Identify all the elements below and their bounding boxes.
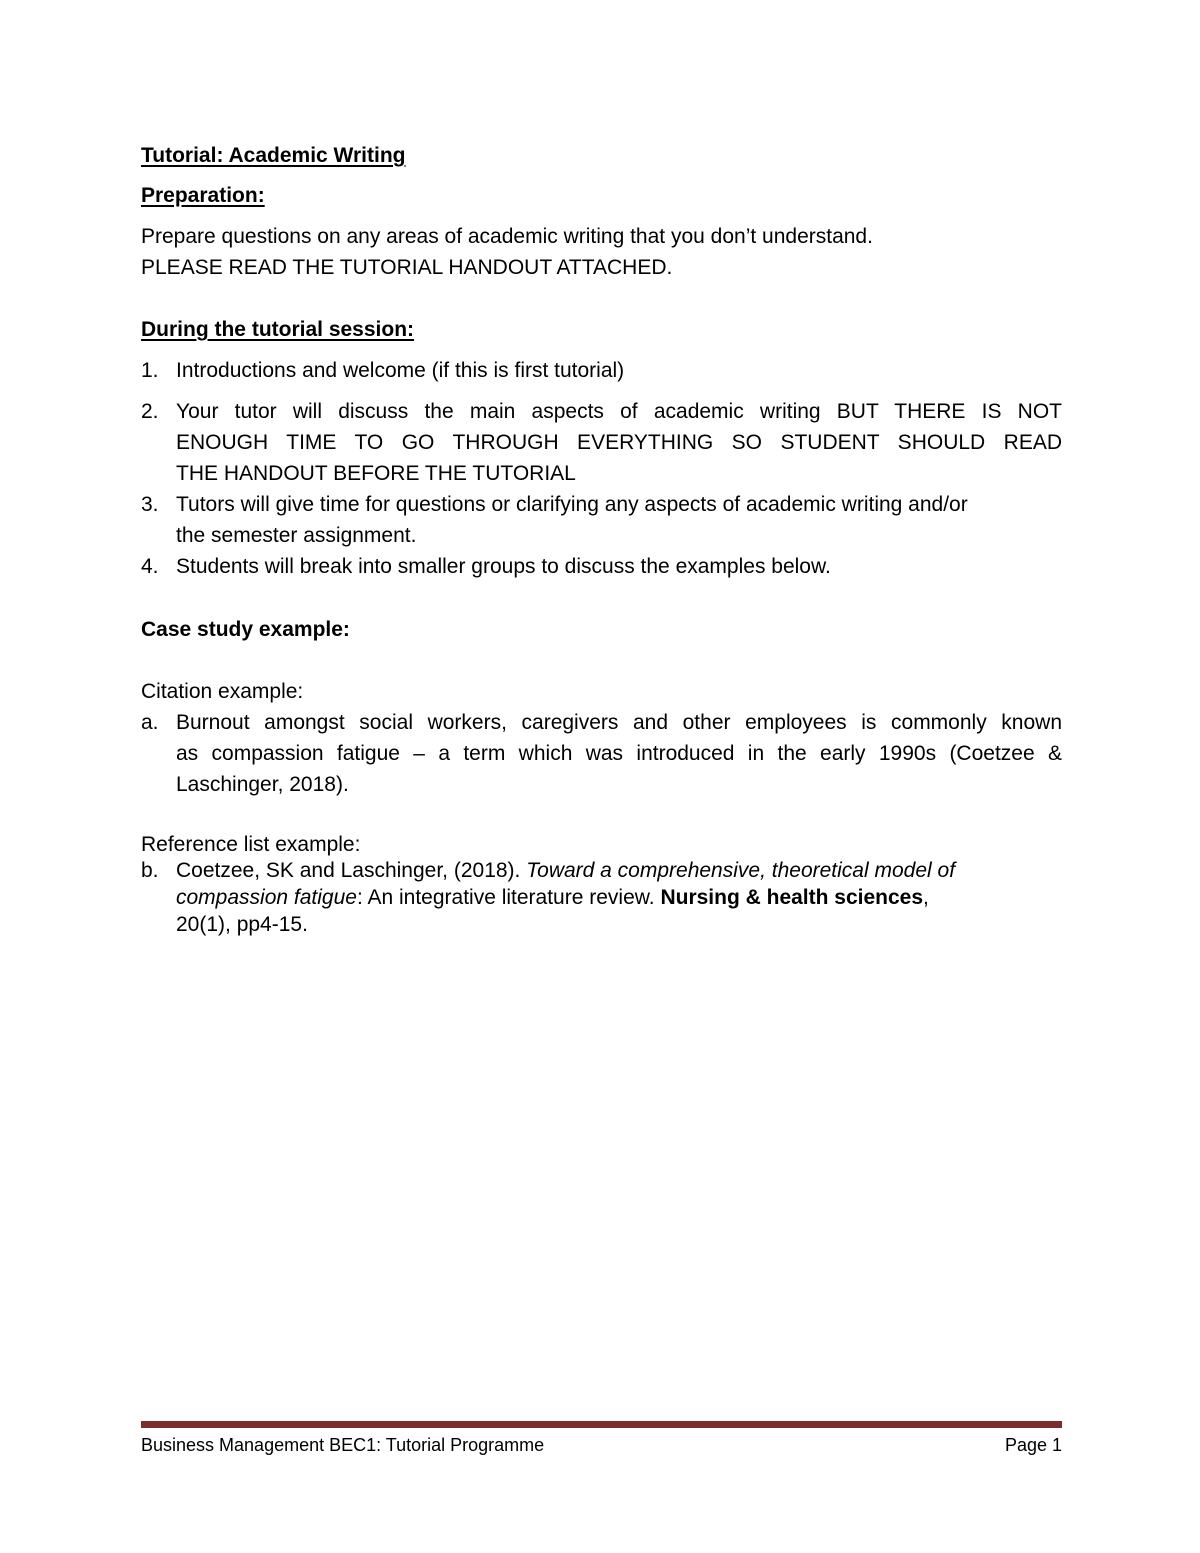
list-item-line: Students will break into smaller groups to discuss the examples below.: [176, 555, 831, 578]
list-item-line: the semester assignment.: [176, 524, 417, 547]
footer-divider: [141, 1421, 1062, 1428]
list-number: 4.: [141, 555, 159, 578]
list-item-line: ENOUGH TIME TO GO THROUGH EVERYTHING SO STUDENT SHOULD READ: [176, 431, 1062, 454]
citation-line: as compassion fatigue – a term which was introduced in the early 1990s (Coetzee &: [176, 742, 1062, 765]
list-item-text: [176, 489, 1062, 551]
list-item-line: Introductions and welcome (if this is first tutorial): [176, 359, 625, 382]
document-page: [141, 0, 1062, 1553]
list-letter: a.: [141, 711, 159, 734]
reference-title-italic: Toward a comprehensive, theoretical model of: [526, 859, 956, 882]
preparation-heading: Preparation:: [141, 184, 265, 207]
citation-label: Citation example:: [141, 680, 304, 703]
list-item-line: THE HANDOUT BEFORE THE TUTORIAL: [176, 462, 576, 485]
reference-text: [176, 857, 1062, 938]
list-item-text: [176, 396, 1062, 489]
list-letter: b.: [141, 859, 159, 882]
reference-title-italic: compassion fatigue: [176, 886, 357, 909]
list-item-line: Tutors will give time for questions or clarifying any aspects of academic writing and/or: [176, 493, 968, 516]
list-number: 3.: [141, 493, 159, 516]
case-study-heading: Case study example:: [141, 618, 350, 641]
preparation-text-line-2: PLEASE READ THE TUTORIAL HANDOUT ATTACHED.: [141, 256, 673, 279]
reference-line: 20(1), pp4-15.: [176, 913, 308, 936]
reference-punct: ,: [923, 886, 929, 909]
document-title: Tutorial: Academic Writing: [141, 144, 406, 167]
list-number: 1.: [141, 359, 159, 382]
session-heading: During the tutorial session:: [141, 318, 415, 341]
footer-page-number: Page 1: [1004, 1435, 1062, 1455]
reference-subtitle: : An integrative literature review.: [356, 886, 661, 909]
reference-journal: Nursing & health sciences: [660, 886, 924, 909]
list-item-line: Your tutor will discuss the main aspects of academic writing BUT THERE IS NOT: [176, 400, 1062, 423]
list-number: 2.: [141, 400, 159, 423]
list-item-text: [176, 551, 1062, 582]
reference-label: Reference list example:: [141, 833, 361, 856]
footer-course-title: Business Management BEC1: Tutorial Programme: [141, 1435, 545, 1455]
preparation-text-line-1: Prepare questions on any areas of academic writing that you don’t understand.: [141, 225, 873, 248]
list-item-text: [176, 355, 1062, 386]
reference-line: [176, 857, 1062, 884]
reference-line: [176, 884, 1062, 911]
reference-authors: Coetzee, SK and Laschinger, (2018).: [176, 859, 527, 882]
citation-text: [176, 707, 1062, 800]
citation-line: Burnout amongst social workers, caregivers and other employees is commonly known: [176, 711, 1062, 734]
citation-line: Laschinger, 2018).: [176, 773, 349, 796]
